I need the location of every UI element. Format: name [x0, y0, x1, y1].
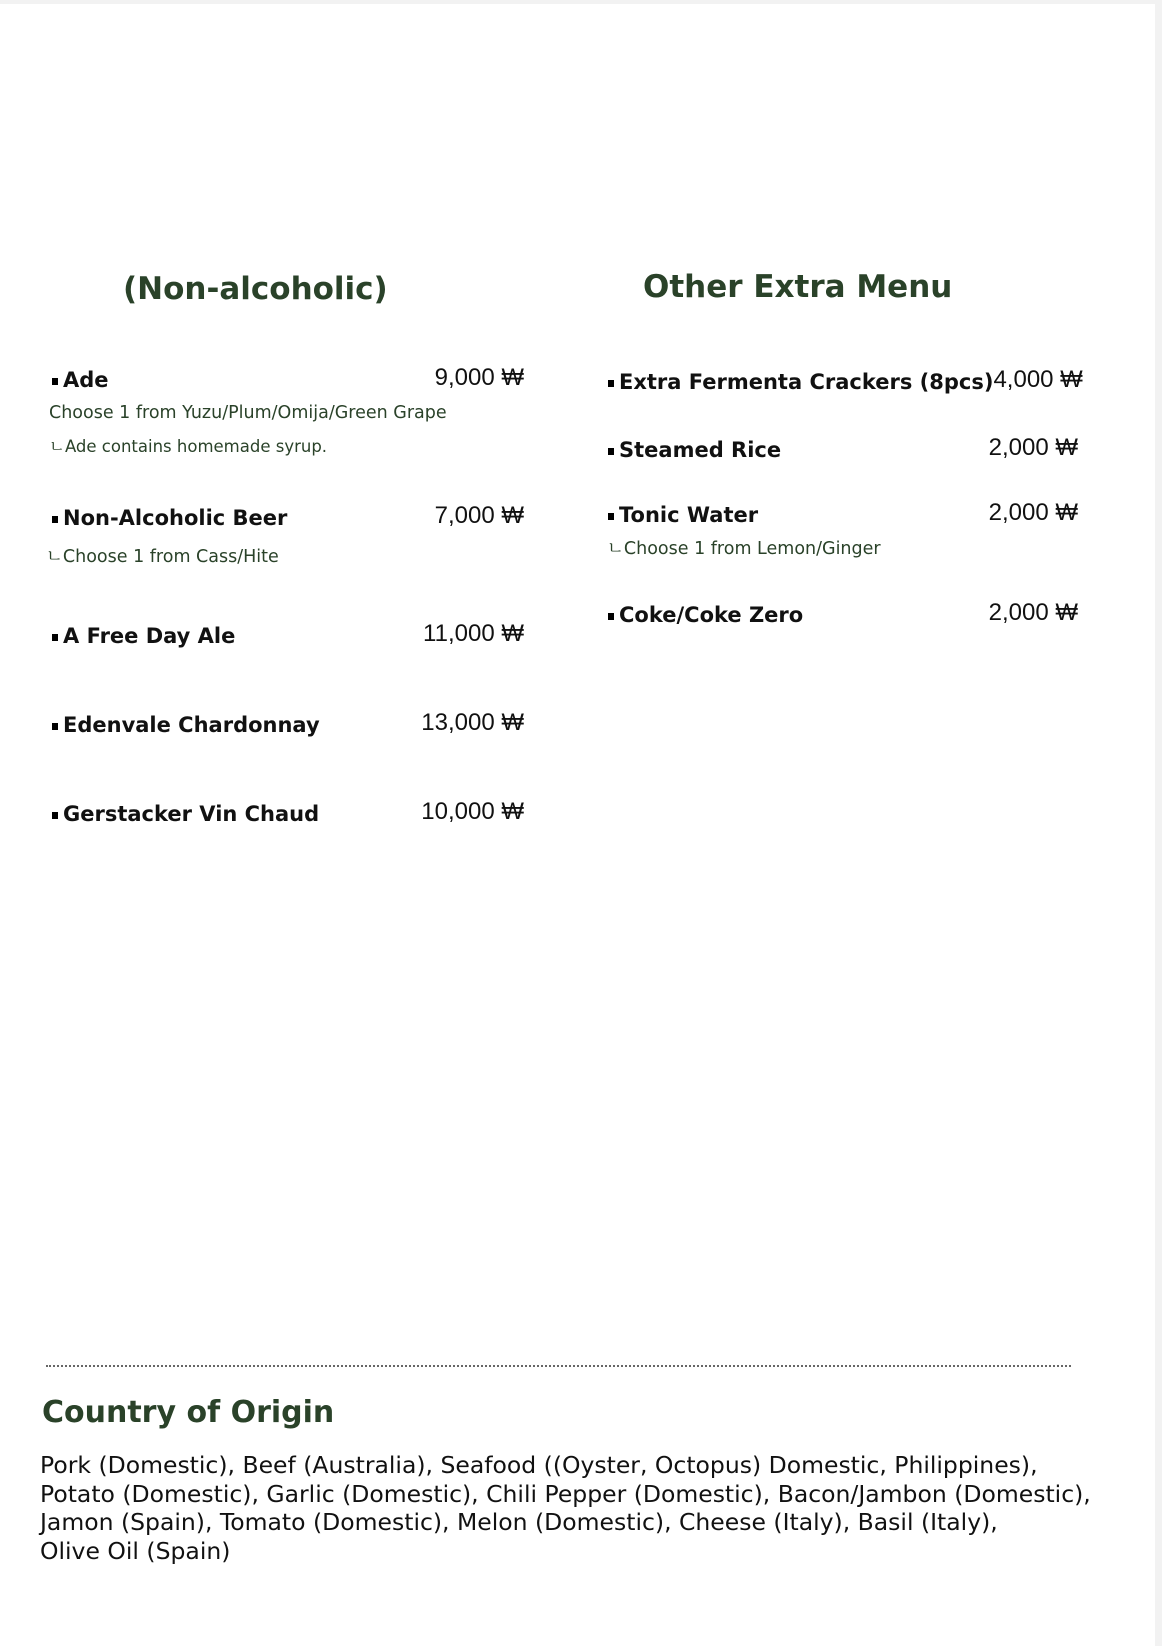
tonic-choice-note: ㄴChoose 1 from Lemon/Ginger	[607, 539, 881, 559]
item-name: Coke/Coke Zero	[608, 603, 803, 627]
item-name: Non-Alcoholic Beer	[52, 506, 287, 530]
item-price: 7,000 ₩	[434, 502, 524, 529]
origin-title: Country of Origin	[42, 1395, 335, 1430]
menu-item-ade	[52, 364, 524, 392]
item-price: 2,000 ₩	[988, 499, 1078, 526]
item-name: Ade	[52, 368, 109, 392]
item-name: Edenvale Chardonnay	[52, 713, 320, 737]
menu-item-steamed-rice	[608, 434, 1078, 462]
origin-line: Potato (Domestic), Garlic (Domestic), Chili Pepper (Domestic), Bacon/Jambon (Domestic),	[40, 1479, 1091, 1508]
item-name: Gerstacker Vin Chaud	[52, 802, 319, 826]
origin-line: Olive Oil (Spain)	[40, 1536, 231, 1565]
non-alcoholic-title: (Non-alcoholic)	[123, 271, 388, 307]
item-price: 4,000 ₩	[993, 366, 1083, 393]
item-name: A Free Day Ale	[52, 624, 235, 648]
menu-item-coke	[608, 599, 1078, 627]
menu-item-non-alcoholic-beer	[52, 502, 524, 530]
menu-item-a-free-day-ale	[52, 620, 524, 648]
menu-page	[0, 4, 1155, 1646]
menu-item-gerstacker-vin-chaud	[52, 798, 524, 826]
origin-line: Jamon (Spain), Tomato (Domestic), Melon (Domestic), Cheese (Italy), Basil (Italy),	[40, 1508, 998, 1536]
item-price: 2,000 ₩	[988, 434, 1078, 461]
origin-line: Pork (Domestic), Beef (Australia), Seafood ((Oyster, Octopus) Domestic, Philippines),	[40, 1451, 1038, 1479]
item-price: 10,000 ₩	[421, 798, 524, 825]
dotted-divider	[46, 1365, 1071, 1367]
item-price: 13,000 ₩	[421, 709, 524, 736]
menu-item-edenvale-chardonnay	[52, 709, 524, 737]
ade-choice-note: Choose 1 from Yuzu/Plum/Omija/Green Grape	[49, 403, 447, 423]
menu-item-tonic-water	[608, 499, 1078, 527]
beer-choice-note: ㄴChoose 1 from Cass/Hite	[46, 547, 279, 567]
other-extra-menu-title: Other Extra Menu	[643, 269, 953, 305]
item-price: 9,000 ₩	[434, 364, 524, 391]
item-name: Tonic Water	[608, 503, 758, 527]
item-price: 11,000 ₩	[423, 620, 524, 647]
item-name: Extra Fermenta Crackers (8pcs)	[608, 370, 993, 394]
ade-syrup-note: ㄴAde contains homemade syrup.	[49, 437, 328, 456]
origin-text	[40, 1451, 1140, 1565]
item-price: 2,000 ₩	[988, 599, 1078, 626]
item-name: Steamed Rice	[608, 438, 781, 462]
menu-item-extra-crackers	[608, 366, 1083, 394]
